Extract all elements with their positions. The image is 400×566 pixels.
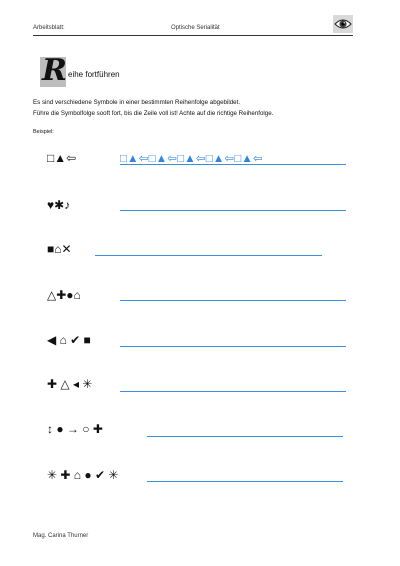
header-center: Optische Serialität (171, 25, 220, 31)
title-text: eihe fortführen (68, 70, 120, 79)
answer-line-7[interactable] (147, 481, 343, 482)
answer-line-5[interactable] (120, 391, 346, 392)
exercise-row-7: ✳ ✚ ⌂ ● ✔ ✳ (47, 468, 119, 482)
header-divider (33, 35, 353, 36)
title-initial-box (40, 53, 67, 88)
header-left: Arbeitsblatt: (33, 25, 65, 31)
answer-line-6[interactable] (147, 436, 343, 437)
answer-line-1[interactable] (120, 210, 346, 211)
exercise-row-1: ♥✱♪ (47, 198, 71, 212)
example-answer-line (120, 164, 346, 165)
answer-line-3[interactable] (120, 300, 346, 301)
page-header (33, 25, 353, 35)
example-answer: □▲⇦□▲⇦□▲⇦□▲⇦□▲⇦ (120, 153, 263, 165)
answer-line-2[interactable] (95, 255, 322, 256)
eye-icon (333, 15, 353, 33)
title-initial: R (42, 53, 67, 88)
exercise-row-3: △✚●⌂ (47, 288, 81, 302)
example-label: Beispiel: (33, 129, 54, 135)
answer-line-4[interactable] (120, 346, 346, 347)
exercise-row-2: ■⌂✕ (47, 242, 72, 256)
exercise-row-6: ↕ ● → ○ ✚ (47, 422, 103, 436)
footer-author: Mag. Carina Thurner (33, 533, 89, 539)
exercise-row-5: ✚ △ ◂ ✳ (47, 377, 93, 391)
intro-line-1: Es sind verschiedene Symbole in einer bestimmten Reihenfolge abgebildet. (33, 99, 241, 106)
example-sequence: □▲⇦ (47, 151, 77, 165)
exercise-row-4: ◀ ⌂ ✔ ■ (47, 333, 91, 347)
intro-line-2: Führe die Symbolfolge sooft fort, bis die Zeile voll ist! Achte auf die richtige Reihenfolge. (33, 110, 274, 117)
